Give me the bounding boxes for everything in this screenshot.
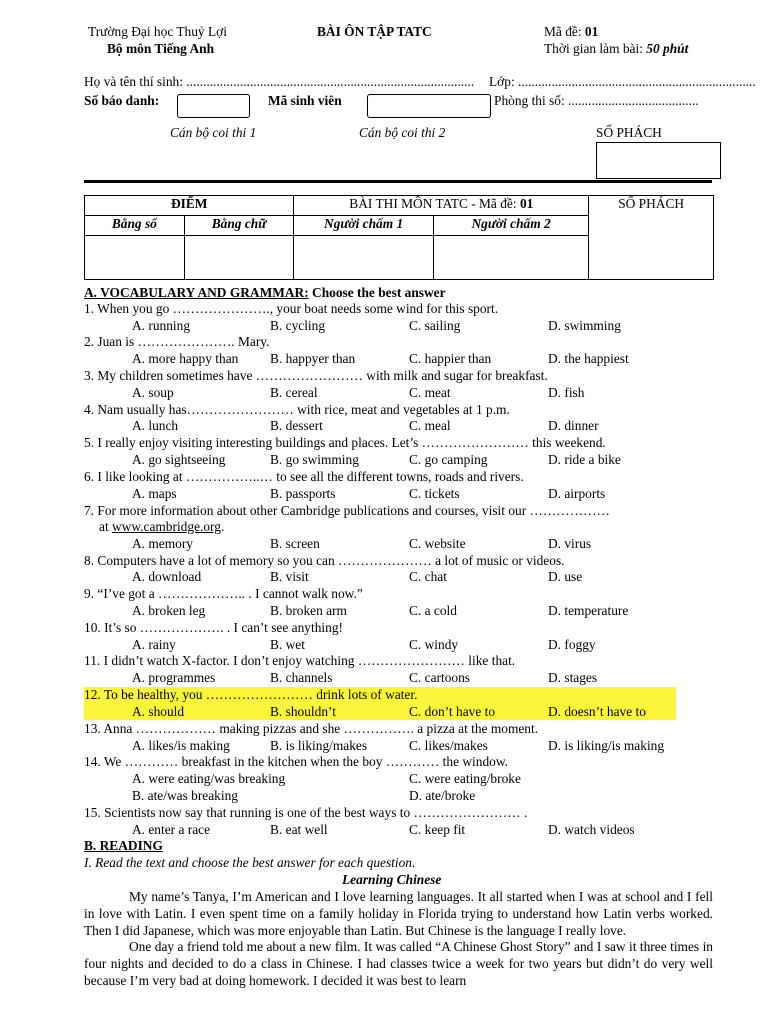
q11-option-d[interactable]: D. stages [548,670,598,685]
q3-option-b[interactable]: B. cereal [270,385,318,400]
q13-option-b[interactable]: B. is liking/makes [270,738,368,753]
question-7-line-2 [99,519,224,535]
q2-option-d[interactable]: D. the happiest [548,351,629,366]
cambridge-link[interactable]: www.cambridge.org [112,519,221,534]
department-name: Bộ môn Tiếng Anh [107,41,215,56]
q12-option-a[interactable]: A. should [132,704,185,719]
q13-option-a[interactable]: A. likes/is making [132,738,230,753]
q2-option-a[interactable]: A. more happy than [132,351,239,366]
q5-option-a[interactable]: A. go sightseeing [132,452,226,467]
grader-1-cell[interactable] [294,236,434,280]
proctor-1-label: Cán bộ coi thi 1 [170,125,257,140]
q14-option-b[interactable]: B. ate/was breaking [132,788,238,803]
exam-time [544,41,688,57]
section-b-heading: B. READING [84,838,163,853]
class-line: Lớp: ....................................................................... [489,74,756,89]
exam-header-prefix: BÀI THI MÔN TATC - Mã đề: [349,196,520,211]
q9-option-d[interactable]: D. temperature [548,603,629,618]
q4-option-a[interactable]: A. lunch [132,418,179,433]
q9-option-b[interactable]: B. broken arm [270,603,347,618]
q15-option-a[interactable]: A. enter a race [132,822,211,837]
q7-option-a[interactable]: A. memory [132,536,193,551]
q1-option-b[interactable]: B. cycling [270,318,326,333]
score-table [84,195,714,280]
grader-1-header: Người chấm 1 [294,216,434,236]
bang-so-cell[interactable] [85,236,185,280]
sbd-label: Số báo danh: [84,93,160,108]
question-9: 9. “I’ve got a ……………….. . I cannot walk now.” [84,586,363,601]
msv-label: Mã sinh viên [268,93,342,108]
exam-code-label: Mã đề: [544,24,585,39]
q1-option-a[interactable]: A. running [132,318,191,333]
q12-option-d[interactable]: D. doesn’t have to [548,704,646,719]
reading-passage [84,889,713,990]
q7-period: . [220,519,225,534]
q14-option-c[interactable]: C. were eating/broke [409,771,521,786]
question-5: 5. I really enjoy visiting interesting buildings and places. Let’s …………………… this weekend. [84,435,606,450]
q1-option-c[interactable]: C. sailing [409,318,461,333]
passage-title: Learning Chinese [342,872,442,887]
bang-so-header: Bằng số [85,216,185,236]
proctor-2-label: Cán bộ coi thi 2 [359,125,446,140]
separator-rule [84,180,712,183]
q8-option-a[interactable]: A. download [132,569,202,584]
bang-chu-cell[interactable] [184,236,294,280]
passage-paragraph-1: My name’s Tanya, I’m American and I love learning languages. It all started when I was at school and I fell in love with Latin. I even spent time on a family holiday in Florida trying to understand how Latin verbs worked. Then I did Japanese, which was more enjoyable than Latin. But Chinese is the language I really love. [84,889,713,938]
sbd-box[interactable] [177,94,250,118]
question-14: 14. We ………… breakfast in the kitchen when the boy ………… the window. [84,754,508,769]
school-name: Trường Đại học Thuỷ Lợi [88,24,227,39]
q3-option-d[interactable]: D. fish [548,385,585,400]
diem-header: ĐIỂM [85,196,294,216]
q13-option-d[interactable]: D. is liking/is making [548,738,665,753]
section-a-instruction: Choose the best answer [308,285,446,300]
question-10: 10. It’s so ………………. . I can’t see anything! [84,620,343,635]
q9-option-a[interactable]: A. broken leg [132,603,206,618]
question-1: 1. When you go …………………., your boat needs some wind for this sport. [84,301,499,316]
q14-option-a[interactable]: A. were eating/was breaking [132,771,286,786]
q6-option-b[interactable]: B. passports [270,486,336,501]
question-3: 3. My children sometimes have …………………… with milk and sugar for breakfast. [84,368,548,383]
q10-option-b[interactable]: B. wet [270,637,305,652]
q6-option-d[interactable]: D. airports [548,486,606,501]
q9-option-c[interactable]: C. a cold [409,603,457,618]
q7-option-c[interactable]: C. website [409,536,466,551]
grader-2-cell[interactable] [433,236,588,280]
so-phach-label: SỐ PHÁCH [596,125,662,140]
q14-option-d[interactable]: D. ate/broke [409,788,476,803]
exam-header [294,196,589,216]
exam-title: BÀI ÔN TẬP TATC [317,24,432,39]
q3-option-c[interactable]: C. meat [409,385,451,400]
q10-option-c[interactable]: C. windy [409,637,459,652]
section-a-heading [84,285,446,301]
q4-option-b[interactable]: B. dessert [270,418,323,433]
q6-option-a[interactable]: A. maps [132,486,177,501]
section-b-instruction: I. Read the text and choose the best answer for each question. [84,855,416,870]
q4-option-d[interactable]: D. dinner [548,418,599,433]
question-7: 7. For more information about other Cambridge publications and courses, visit our ……………… [84,503,610,518]
so-phach-box[interactable] [596,142,721,179]
q15-option-b[interactable]: B. eat well [270,822,328,837]
q2-option-b[interactable]: B. happyer than [270,351,356,366]
q3-option-a[interactable]: A. soup [132,385,174,400]
q8-option-d[interactable]: D. use [548,569,583,584]
q11-option-b[interactable]: B. channels [270,670,333,685]
question-2: 2. Juan is …………………. Mary. [84,334,270,349]
q5-option-d[interactable]: D. ride a bike [548,452,621,467]
q5-option-b[interactable]: B. go swimming [270,452,359,467]
question-11: 11. I didn’t watch X-factor. I don’t enjoy watching …………………… like that. [84,653,516,668]
question-8: 8. Computers have a lot of memory so you can ………………… a lot of music or videos. [84,553,565,568]
passage-paragraph-2: One day a friend told me about a new film. It was called “A Chinese Ghost Story” and I saw it three times in four nights and decided to do a class in Chinese. I had classes twice a week for two years but didn’t do very well because I’m very bad at doing homework. I decided it was best to learn [84,939,713,988]
q11-option-c[interactable]: C. cartoons [409,670,470,685]
q10-option-a[interactable]: A. rainy [132,637,176,652]
bang-chu-header: Bằng chữ [184,216,294,236]
section-a-title: A. VOCABULARY AND GRAMMAR: [84,285,309,300]
q11-option-a[interactable]: A. programmes [132,670,216,685]
question-6: 6. I like looking at ……………..… to see all the different towns, roads and rivers. [84,469,524,484]
question-15: 15. Scientists now say that running is one of the best ways to …………………… . [84,805,528,820]
student-name-line: Họ và tên thí sinh: ...................................................................................... [84,74,475,89]
q10-option-d[interactable]: D. foggy [548,637,596,652]
q6-option-c[interactable]: C. tickets [409,486,460,501]
exam-header-code: 01 [519,196,534,211]
q2-option-c[interactable]: C. happier than [409,351,492,366]
q12-option-c[interactable]: C. don’t have to [409,704,496,719]
q13-option-c[interactable]: C. likes/makes [409,738,488,753]
question-13: 13. Anna ……………… making pizzas and she ……………. a pizza at the moment. [84,721,539,736]
exam-time-label: Thời gian làm bài: [544,41,647,56]
q15-option-c[interactable]: C. keep fit [409,822,466,837]
q7-at: at [99,519,113,534]
q7-option-d[interactable]: D. virus [548,536,592,551]
exam-time-value: 50 phút [646,41,689,56]
exam-code-value: 01 [584,24,599,39]
msv-box[interactable] [367,94,491,118]
question-4: 4. Nam usually has…………………… with rice, meat and vegetables at 1 p.m. [84,402,510,417]
q8-option-c[interactable]: C. chat [409,569,447,584]
grader-2-header: Người chấm 2 [433,216,588,236]
q12-option-b[interactable]: B. shouldn’t [270,704,336,719]
room-line: Phòng thi số: ....................................... [494,93,699,108]
q7-option-b[interactable]: B. screen [270,536,320,551]
q8-option-b[interactable]: B. visit [270,569,309,584]
so-phach-cell: SỐ PHÁCH [589,196,714,280]
question-12: 12. To be healthy, you …………………… drink lots of water. [84,687,418,702]
q4-option-c[interactable]: C. meal [409,418,451,433]
q1-option-d[interactable]: D. swimming [548,318,621,333]
exam-code [544,24,598,40]
q5-option-c[interactable]: C. go camping [409,452,488,467]
q15-option-d[interactable]: D. watch videos [548,822,635,837]
